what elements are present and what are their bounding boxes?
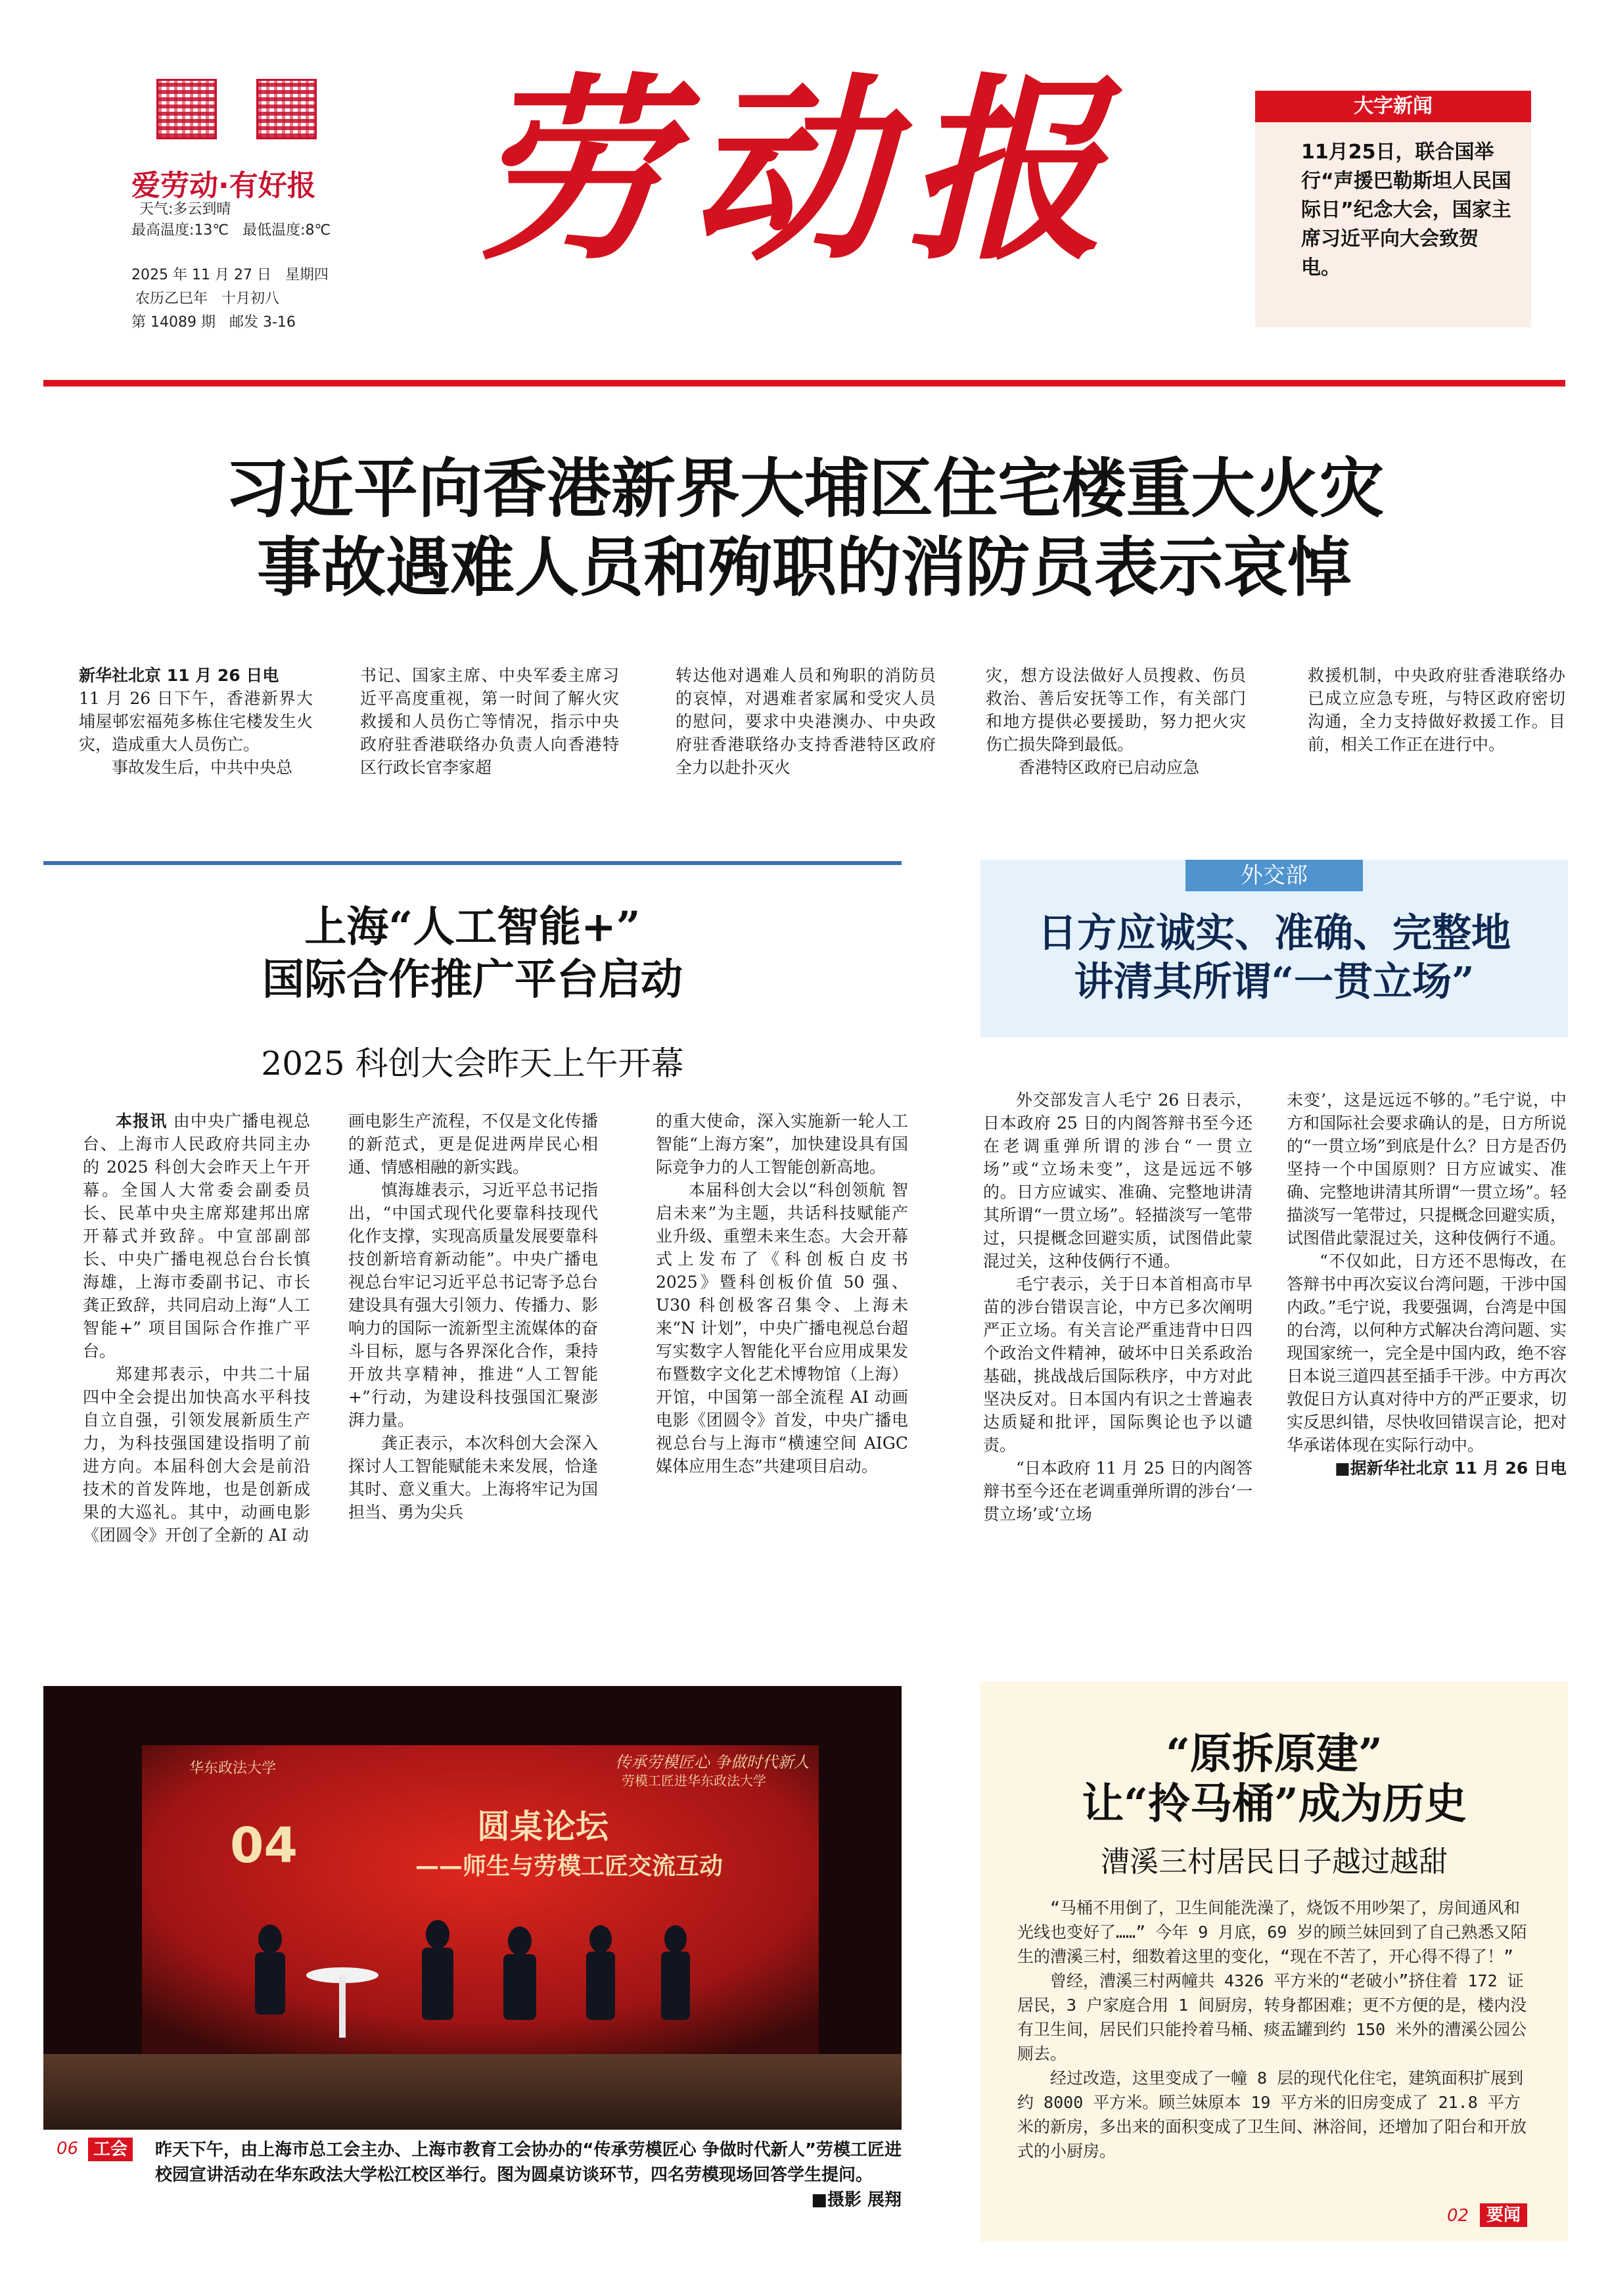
diplomacy-source: ■据新华社北京 11 月 26 日电 — [1334, 1459, 1567, 1478]
page-number-right: 02 — [1447, 2206, 1469, 2226]
photo-credit: ■摄影 展翔 — [811, 2190, 902, 2210]
feature-body: “马桶不用倒了，卫生间能洗澡了，烧饭不用吵架了，房间通风和光线也变好了……” 今年 9 月底，69 岁的顾兰妹回到了自己熟悉又陌生的漕溪三村，细数着这里的变化，“现在不苦了，开心得不得了！” 曾经，漕溪三村两幢共 4326 平方米的“老破小”挤住着 172 证居民，3 户家庭合用 1 间厨房，转身都困难；更不方便的是，楼内没有卫生间，居民们只能拎着马桶、痰盂罐到约 150 米外的漕溪公园公厕去。 经过改造，这里变成了一幢 8 层的现代化住宅，建筑面积扩展到约 8000 平方米。顾兰妹原本 19 平方米的旧房变成了 21.8 平方米的新房，多出来的面积变成了卫生间、淋浴间，还增加了阳台和开放式的小厨房。 — [1017, 1898, 1527, 2161]
temperature: 最高温度:13℃ 最低温度:8℃ — [131, 222, 331, 239]
feature-subhead: 漕溪三村居民日子越过越甜 — [1101, 1845, 1448, 1879]
feature-headline-line2: 让“拎马桶”成为历史 — [1082, 1779, 1467, 1829]
lead-col-4: 灾，想方设法做好人员搜救、伤员救治、善后安抚等工作，有关部门和地方提供必要援助，努力把火灾伤亡损失降到最低。 香港特区政府已启动应急 — [986, 666, 1246, 777]
diplomacy-tag: 外交部 — [1185, 860, 1363, 891]
lead-headline-line2: 事故遇难人员和殉职的消防员表示哀悼 — [256, 530, 1352, 605]
section-tag-right: 要闻 — [1480, 2203, 1527, 2227]
diplomacy-headline-line2: 讲清其所谓“一贯立场” — [1074, 959, 1475, 1005]
ai-col-1: 本报讯 由中央广播电视总台、上海市人民政府共同主办的 2025 科创大会昨天上午开幕。全国人大常委会副委员长、民革中央主席郑建邦出席开幕式并致辞。中宣部副部长、中央广播电视总台台长慎海雄，上海市委副书记、市长龚正致辞，共同启动上海“人工智能+” 项目国际合作推广平台。 郑建邦表示，中共二十届四中全会提出加快高水平科技自立自强，引领发展新质生产力，为科技强国建设指明了前进方向。本届科创大会是前沿技术的首发阵地，也是创新成果的大巡礼。其中，动画电影《团圆令》开创了全新的 AI 动 — [83, 1112, 310, 1545]
qr-code-1 — [156, 79, 217, 139]
lead-col-5: 救援机制，中央政府驻香港联络办已成立应急专班，与特区政府密切沟通，全力支持做好救援工作。目前，相关工作正在进行中。 — [1308, 666, 1565, 754]
masthead-logo: 劳动报 — [473, 55, 1124, 287]
section-rule — [43, 861, 902, 865]
page-number-left: 06 — [57, 2139, 79, 2159]
ai-subhead: 2025 科创大会昨天上午开幕 — [261, 1044, 684, 1083]
flash-news-box — [1255, 91, 1531, 327]
lead-col-3: 转达他对遇难人员和殉职的消防员的哀悼，对遇难者家属和受灾人员的慰问，要求中央港澳办、中央政府驻香港联络办支持香港特区政府全力以赴扑灭火 — [676, 666, 936, 777]
flash-news-text: 11月25日，联合国举行“声援巴勒斯坦人民国际日”纪念大会，国家主席习近平向大会致贺电。 — [1301, 141, 1511, 279]
header-rule — [43, 380, 1565, 387]
issue-date: 2025 年 11 月 27 日 星期四 — [131, 267, 329, 283]
diplomacy-header-box — [980, 860, 1568, 1037]
photo-number: 04 — [230, 1817, 298, 1874]
photo-banner-right-2: 劳模工匠进华东政法大学 — [622, 1773, 766, 1789]
photo-banner-right-1: 传承劳模匠心 争做时代新人 — [615, 1753, 810, 1771]
slogan: 爱劳动·有好报 — [131, 169, 316, 202]
diplomacy-col-1: 外交部发言人毛宁 26 日表示，日本政府 25 日的内阁答辩书至今还在老调重弹所谓的涉台“一贯立场”或“立场未变”，这是远远不够的。日方应诚实、准确、完整地讲清其所谓“一贯立场”。轻描淡写一笔带过，只提概念回避实质，试图借此蒙混过关，这种伎俩行不通。 毛宁表示，关于日本首相高市早苗的涉台错误言论，中方已多次阐明严正立场。有关言论严重违背中日四个政治文件精神，破坏中日关系政治基础，挑战战后国际秩序，中方对此坚决反对。日本国内有识之士普遍表达质疑和批评，国际舆论也予以谴责。 “日本政府 11 月 25 日的内阁答辩书至今还在老调重弹所谓的涉台‘一贯立场’或‘立场 — [983, 1090, 1252, 1524]
forum-photo — [43, 1686, 902, 2130]
feature-headline-line1: “原拆原建” — [1166, 1729, 1383, 1779]
photo-caption: 昨天下午，由上海市总工会主办、上海市教育工会协办的“传承劳模匠心 争做时代新人”劳模工匠进校园宣讲活动在华东政法大学松江校区举行。图为圆桌访谈环节，四名劳模现场回答学生提问。 — [155, 2140, 902, 2185]
photo-banner-left: 华东政法大学 — [189, 1760, 277, 1777]
flash-news-tag: 大字新闻 — [1255, 91, 1531, 122]
diplomacy-headline-line1: 日方应诚实、准确、完整地 — [1038, 910, 1511, 956]
diplomacy-col-2: 未变’，这是远远不够的。”毛宁说，中方和国际社会要求确认的是，日方所说的“一贯立场”到底是什么？日方是否仍坚持一个中国原则？日方应诚实、准确、完整地讲清其所谓“一贯立场”。轻描淡写一笔带过，只提概念回避实质，试图借此蒙混过关，这种伎俩行不通。 “不仅如此，日方还不思悔改，在答辩书中再次妄议台湾问题，干涉中国内政。”毛宁说，我要强调，台湾是中国的台湾，以何种方式解决台湾问题、实现国家统一，完全是中国内政，绝不容日本说三道四甚至插手干涉。中方再次敦促日方认真对待中方的严正要求，切实反思纠错，尽快收回错误言论，把对华承诺体现在实际行动中。 ■据新华社北京 11 月 26 日电 — [1287, 1089, 1567, 1480]
feature-box — [980, 1681, 1568, 2241]
ai-byline: 本报讯 — [116, 1112, 168, 1131]
photo-subtitle: ——师生与劳模工匠交流互动 — [415, 1853, 724, 1880]
weather: 天气:多云到晴 — [139, 201, 231, 218]
ai-col-2: 画电影生产流程，不仅是文化传播的新范式，更是促进两岸民心相通、情感相融的新实践。 慎海雄表示，习近平总书记指出，“中国式现代化要靠科技现代化作支撑，实现高质量发展要靠科技创新培育新动能”。中央广播电视总台牢记习近平总书记寄予总台建设具有强大引领力、传播力、影响力的国际一流新型主流媒体的奋斗目标，愿与各界深化合作，秉持开放共享精神，推进“人工智能+”行动，为建设科技强国汇聚澎湃力量。 龚正表示，本次科创大会深入探讨人工智能赋能未来发展，恰逢其时、意义重大。上海将牢记为国担当、勇为尖兵 — [348, 1112, 598, 1522]
lead-col-1: 新华社北京 11 月 26 日电 11 月 26 日下午，香港新界大埔屋邨宏福苑多栋住宅楼发生火灾，造成重大人员伤亡。 事故发生后，中共中央总 — [79, 664, 313, 779]
lunar-date: 农历乙巳年 十月初八 — [135, 291, 279, 307]
lead-dateline: 新华社北京 11 月 26 日电 — [79, 666, 279, 685]
ai-col-3: 的重大使命，深入实施新一轮人工智能“上海方案”，加快建设具有国际竞争力的人工智能创新高地。 本届科创大会以“科创领航 智启未来”为主题，共话科技赋能产业升级、重塑未来生态。大会开幕式上发布了《科创板白皮书 2025》暨科创板价值 50 强、U30 科创极客召集令、上海未来“N 计划”，中央广播电视总台超写实数字人智能化平台应用成果发布暨数字文化艺术博物馆（上海）开馆，中国第一部全流程 AI 动画电影《团圆令》首发，中央广播电视总台与上海市“横速空间 AIGC 媒体应用生态”共建项目启动。 — [656, 1112, 908, 1476]
lead-headline-line1: 习近平向香港新界大埔区住宅楼重大火灾 — [224, 452, 1384, 527]
lead-col-2: 书记、国家主席、中央军委主席习近平高度重视，第一时间了解火灾救援和人员伤亡等情况，指示中央政府驻香港联络办负责人向香港特区行政长官李家超 — [360, 666, 619, 777]
qr-code-2 — [256, 79, 317, 139]
photo-title: 圆桌论坛 — [477, 1808, 609, 1846]
section-tag-left: 工会 — [88, 2138, 133, 2161]
ai-headline-line1: 上海“人工智能+” — [304, 902, 641, 952]
ai-headline-line2: 国际合作推广平台启动 — [262, 955, 683, 1004]
issue-number: 第 14089 期 邮发 3-16 — [131, 314, 296, 331]
